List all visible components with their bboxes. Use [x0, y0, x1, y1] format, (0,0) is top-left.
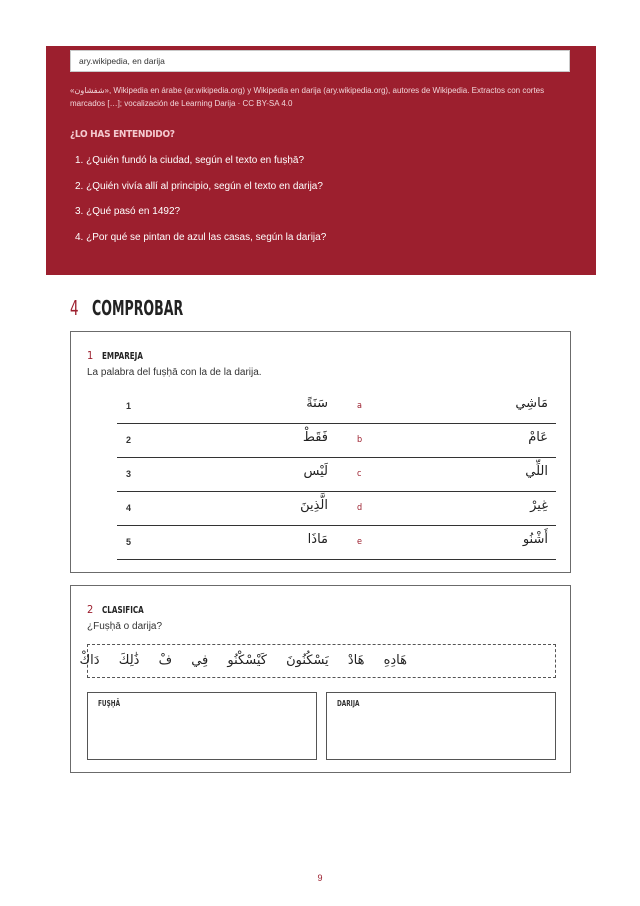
darija-word: غِيرْ — [530, 498, 548, 513]
fusha-word: سَنَةً — [306, 396, 328, 411]
match-row — [117, 526, 556, 560]
option-letter: d — [357, 503, 363, 513]
source-bar: ary.wikipedia, en darija — [70, 50, 570, 72]
match-table — [117, 390, 556, 560]
fusha-word: لَيْس — [303, 464, 328, 479]
page-number: 9 — [317, 873, 323, 883]
fusha-answer-box[interactable] — [87, 692, 317, 760]
row-number: 1 — [126, 401, 132, 411]
match-row — [117, 424, 556, 458]
word-chip: دَاكْ — [79, 653, 100, 668]
question-item: 2. ¿Quién vivía allí al principio, según el texto en darija? — [75, 180, 323, 192]
row-number: 4 — [126, 503, 132, 513]
option-letter: a — [357, 401, 362, 411]
exercise-instruction: La palabra del fuṣḥā con la de la darija. — [87, 367, 262, 378]
fusha-word: مَاذَا — [307, 532, 328, 547]
word-list — [64, 653, 407, 668]
row-number: 5 — [126, 537, 132, 547]
question-item: 4. ¿Por qué se pintan de azul las casas, según la darija? — [75, 231, 327, 243]
fusha-word: الَّذِينَ — [300, 498, 328, 513]
exercise-header — [87, 600, 154, 614]
match-row — [117, 390, 556, 424]
option-letter: b — [357, 435, 363, 445]
exercise-title: EMPAREJA — [101, 351, 143, 362]
question-item: 1. ¿Quién fundó la ciudad, según el texto en fuṣḥā? — [75, 155, 305, 166]
option-letter: e — [357, 537, 362, 547]
section-number: 4 — [70, 296, 79, 320]
word-chip: يَسْكُنُونَ — [286, 653, 329, 668]
exercise-match — [70, 331, 571, 573]
match-row — [117, 458, 556, 492]
row-number: 3 — [126, 469, 132, 479]
word-chip: كَيْسْكْنُو — [227, 653, 267, 668]
option-letter: c — [357, 469, 362, 479]
darija-word: اللِّي — [525, 464, 548, 479]
exercise-number: 2 — [87, 603, 94, 616]
word-chip: فِي — [191, 653, 209, 668]
darija-word: عَامْ — [528, 430, 548, 445]
darija-answer-box[interactable] — [326, 692, 556, 760]
source-panel — [46, 46, 596, 275]
fusha-label: FUṢḤĀ — [98, 699, 121, 708]
match-row — [117, 492, 556, 526]
section-title: COMPROBAR — [92, 296, 184, 320]
row-number: 2 — [126, 435, 132, 445]
word-chip: هَادْ — [347, 653, 365, 668]
word-chip: هَادِهِ — [383, 653, 407, 668]
fusha-word: فَقَطْ — [302, 430, 328, 445]
word-chip: فْ — [158, 653, 173, 668]
comprehension-title: ¿LO HAS ENTENDIDO? — [70, 129, 175, 140]
credits-text: «شفشاون», Wikipedia en árabe (ar.wikipedia.org) y Wikipedia en darija (ary.wikipedia.org), autores de Wikipedia. Extractos con cortes marcados […]; vocalización de Learning Darija · CC BY-SA 4.0 — [70, 86, 545, 108]
exercise-instruction: ¿Fuṣḥā o darija? — [87, 621, 163, 632]
word-bank — [79, 644, 556, 678]
exercise-classify — [70, 585, 571, 773]
exercise-header — [87, 346, 153, 360]
exercise-number: 1 — [87, 349, 94, 362]
question-list — [75, 154, 326, 256]
exercise-title: CLASIFICA — [101, 605, 144, 616]
darija-word: أَشْنُو — [522, 532, 548, 547]
darija-label: DARIJA — [337, 699, 360, 708]
question-item: 3. ¿Qué pasó en 1492? — [75, 206, 181, 217]
word-chip: ذَٰلِكَ — [118, 653, 140, 668]
darija-word: مَاشِي — [515, 396, 548, 411]
